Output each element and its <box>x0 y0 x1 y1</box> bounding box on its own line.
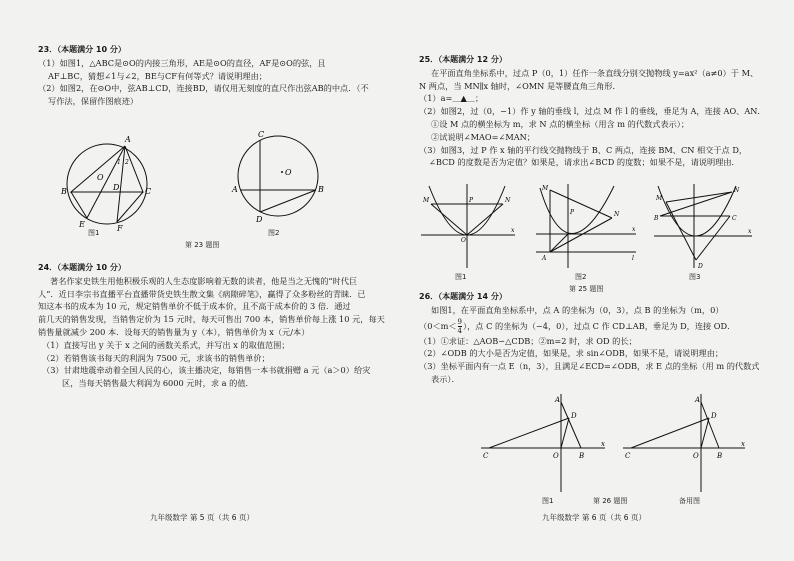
svg-text:B: B <box>61 187 67 196</box>
q23-line-1: （1）如图1，△ABC是⊙O的内接三角形，AE是⊙O的直径，AF是⊙O的弦，且 <box>38 57 326 68</box>
segment-on <box>467 204 503 235</box>
svg-text:l: l <box>632 255 634 262</box>
q25-figure-3 <box>652 180 757 272</box>
q26-line-6: 表示）． <box>431 373 460 384</box>
q23-figure-title: 第 23 题图 <box>185 241 220 249</box>
segment-cd-spare <box>631 418 709 448</box>
svg-text:D: D <box>256 215 263 224</box>
svg-text:C: C <box>625 452 631 460</box>
svg-text:D: D <box>698 263 703 270</box>
svg-text:O: O <box>693 452 699 460</box>
q23-line-3: （2）如图2，在⊙O中，弦AB⊥CD，连接BD，请仅用无刻度的直尺作出弦AB的中点．（不 <box>38 83 369 94</box>
q24-line-6: （1）直接写出 y 关于 x 之间的函数关系式，并写出 x 的取值范围； <box>42 339 290 350</box>
q26-fraction <box>458 318 462 335</box>
svg-text:1: 1 <box>117 159 121 166</box>
q26-fraction-denominator: 4 <box>457 327 463 336</box>
q25-line-1: 在平面直角坐标系中，过点 P（0，1）任作一条直线分别交抛物线 y=ax²（a≠0）于 M、 <box>431 67 759 78</box>
svg-text:x: x <box>632 226 636 233</box>
segment-cf <box>117 192 143 222</box>
svg-text:C: C <box>145 187 152 196</box>
svg-text:N: N <box>505 197 511 204</box>
q24-line-4: 前几天的销售发现，当销售定价为 15 元时，每天可售出 700 本，销售单价每上涨 10 元，每天 <box>38 314 385 325</box>
line-mn-3 <box>666 192 732 202</box>
svg-text:N: N <box>734 187 740 194</box>
svg-text:O: O <box>285 168 292 177</box>
q26-fig1-caption: 图1 <box>542 497 554 505</box>
svg-text:O: O <box>553 452 559 460</box>
q25-fig2-caption: 图2 <box>575 273 587 281</box>
q26-line-3: （1）①求证：△AOB∽△CDB；②m=2 时，求 OD 的长； <box>419 335 637 346</box>
segment-ao <box>550 234 568 252</box>
q24-line-7: （2）若销售该书每天的利润为 7500 元，求该书的销售单价； <box>42 352 270 363</box>
svg-text:C: C <box>732 215 737 222</box>
segment-om <box>431 204 467 235</box>
circle-o <box>67 144 147 224</box>
svg-text:C: C <box>483 452 489 460</box>
question-24 <box>38 262 388 390</box>
q24-line-5: 销售量就减少 200 本．设每天的销售量为 y（本），销售单价为 x（元/本） <box>38 326 310 337</box>
q23-fig1-caption: 图1 <box>88 229 100 237</box>
svg-text:A: A <box>695 396 701 404</box>
segment-cd <box>489 418 569 448</box>
svg-text:A: A <box>125 135 131 144</box>
q23-line-4: 写作法，保留作图痕迹） <box>48 96 139 107</box>
page-6-footer: 九年级数学 第 6 页（共 6 页） <box>542 513 646 522</box>
svg-text:x: x <box>741 440 745 448</box>
question-25 <box>419 54 789 169</box>
svg-text:F: F <box>117 224 123 233</box>
svg-text:A: A <box>555 396 561 404</box>
question-23 <box>38 44 388 108</box>
q25-line-7: （3）如图3，过 P 作 x 轴的平行线交抛物线于 B、C 两点，连接 BM、CN 相交于点 D， <box>419 144 748 155</box>
svg-text:B: B <box>717 452 723 460</box>
q23-fig2-caption: 图2 <box>268 229 280 237</box>
q25-figure-title: 第 25 题图 <box>569 285 604 293</box>
q25-line-5: ①设 M 点的横坐标为 m，求 N 点的横坐标（用含 m 的代数式表示）； <box>431 118 690 129</box>
q24-heading: 24．（本题满分 10 分） <box>38 263 126 272</box>
svg-text:x: x <box>601 440 605 448</box>
q26-line-2 <box>419 317 789 335</box>
segment-bm <box>660 192 732 216</box>
page-5-footer: 九年级数学 第 5 页（共 6 页） <box>150 513 254 522</box>
svg-text:E: E <box>79 220 85 229</box>
segment-an <box>550 218 612 252</box>
svg-text:B: B <box>654 215 659 222</box>
q25-line-8: ∠BCD 的度数是否为定值？如果是，请求出∠BCD 的度数；如果不是，请说明理由． <box>429 157 740 168</box>
q26-line-1: 如图1，在平面直角坐标系中，点 A 的坐标为（0，3），点 B 的坐标为（m，0） <box>431 304 724 315</box>
q24-line-2: 人”．近日李宗书直播平台直播带货史铁生散文集《病隙碎笔》，赢得了众多粉丝的青睐．已 <box>38 288 366 299</box>
q26-spare-figure <box>619 392 749 494</box>
q24-line-9: 区，当每天销售最大利润为 6000 元时，求 a 的值． <box>62 378 254 389</box>
svg-text:C: C <box>258 130 265 139</box>
q25-figure-2 <box>532 180 642 272</box>
q25-line-3: （1）a=＿▲＿； <box>419 93 484 104</box>
q25-line-4: （2）如图2，过（0，−1）作 y 轴的垂线 l，过点 M 作 l 的垂线，垂足为 A，连接 AO、AN． <box>419 106 766 117</box>
q26-line-5: （3）坐标平面内有一点 E（n，3），且满足∠ECD=∠ODB，求 E 点的坐标（用 m 的代数式 <box>419 361 760 372</box>
question-26 <box>419 291 789 386</box>
q23-line-2: AF⊥BC，猜想∠1与∠2，BE与CF有何等式？请说明理由； <box>48 70 267 81</box>
exam-page-6 <box>397 0 794 561</box>
svg-text:O: O <box>97 173 104 182</box>
svg-text:M: M <box>423 197 430 204</box>
svg-text:2: 2 <box>125 159 129 166</box>
svg-text:x: x <box>511 227 515 234</box>
svg-text:B: B <box>318 185 324 194</box>
segment-cn <box>696 216 730 260</box>
q24-line-3: 知这本书的成本为 10 元，规定销售单价不低于成本价，且不高于成本价的 3 倍．通过 <box>38 301 351 312</box>
q26-spare-caption: 备用图 <box>679 497 700 505</box>
parabola-2 <box>540 186 614 234</box>
q26-heading: 26．（本题满分 14 分） <box>419 292 507 301</box>
segment-ab <box>561 402 581 448</box>
q24-line-8: （3）甘肃地震牵动着全国人民的心，该主播决定，每销售一本书就捐赠 a 元（a＞0）给灾 <box>42 365 371 376</box>
q26-line-2-end: ），点 C 的坐标为（−4，0），过点 C 作 CD⊥AB，垂足为 D，连接 OD． <box>463 320 736 331</box>
segment-bd <box>260 190 316 212</box>
line-mn-2 <box>550 190 612 218</box>
q25-heading: 25．（本题满分 12 分） <box>419 55 507 64</box>
q25-line-6: ②试说明∠MAO=∠MAN； <box>431 131 535 142</box>
segment-md <box>666 202 696 260</box>
svg-text:D: D <box>711 412 717 420</box>
svg-text:D: D <box>571 412 577 420</box>
segment-od-spare <box>701 418 709 448</box>
q25-line-2: N 两点，当 MN∥x 轴时，∠OMN 是等腰直角三角形． <box>419 80 621 91</box>
segment-od <box>561 418 569 448</box>
q26-fraction-numerator: 9 <box>457 318 463 327</box>
segment-ab-spare <box>701 402 719 448</box>
svg-text:D: D <box>113 183 120 192</box>
q26-line-4: （2）∠ODB 的大小是否为定值，如果是，求 sin∠ODB，如果不是，请说明理由； <box>419 348 724 359</box>
q26-line-2-start: （0＜m＜ <box>419 320 457 331</box>
svg-text:P: P <box>570 209 575 216</box>
q26-figure-title: 第 26 题图 <box>593 497 628 505</box>
q24-line-1: 著名作家史铁生用他积极乐观的人生态度影响着无数的读者，他是当之无愧的“时代巨 <box>50 275 358 286</box>
q23-heading: 23．（本题满分 10 分） <box>38 45 126 54</box>
svg-text:N: N <box>614 211 620 218</box>
q25-figure-1 <box>419 180 519 272</box>
q25-fig3-caption: 图3 <box>689 273 701 281</box>
svg-text:A: A <box>232 185 238 194</box>
svg-text:M: M <box>542 185 549 192</box>
diameter-ae <box>87 146 125 218</box>
svg-text:A: A <box>542 255 547 262</box>
q25-fig1-caption: 图1 <box>455 273 467 281</box>
q26-figure-1 <box>477 392 607 494</box>
svg-text:x: x <box>748 228 752 235</box>
q23-figure-2 <box>230 128 330 228</box>
svg-text:O: O <box>461 237 466 244</box>
circle-o-2 <box>238 136 318 216</box>
svg-text:B: B <box>579 452 585 460</box>
svg-text:P: P <box>469 197 474 204</box>
svg-text:M: M <box>656 195 663 202</box>
